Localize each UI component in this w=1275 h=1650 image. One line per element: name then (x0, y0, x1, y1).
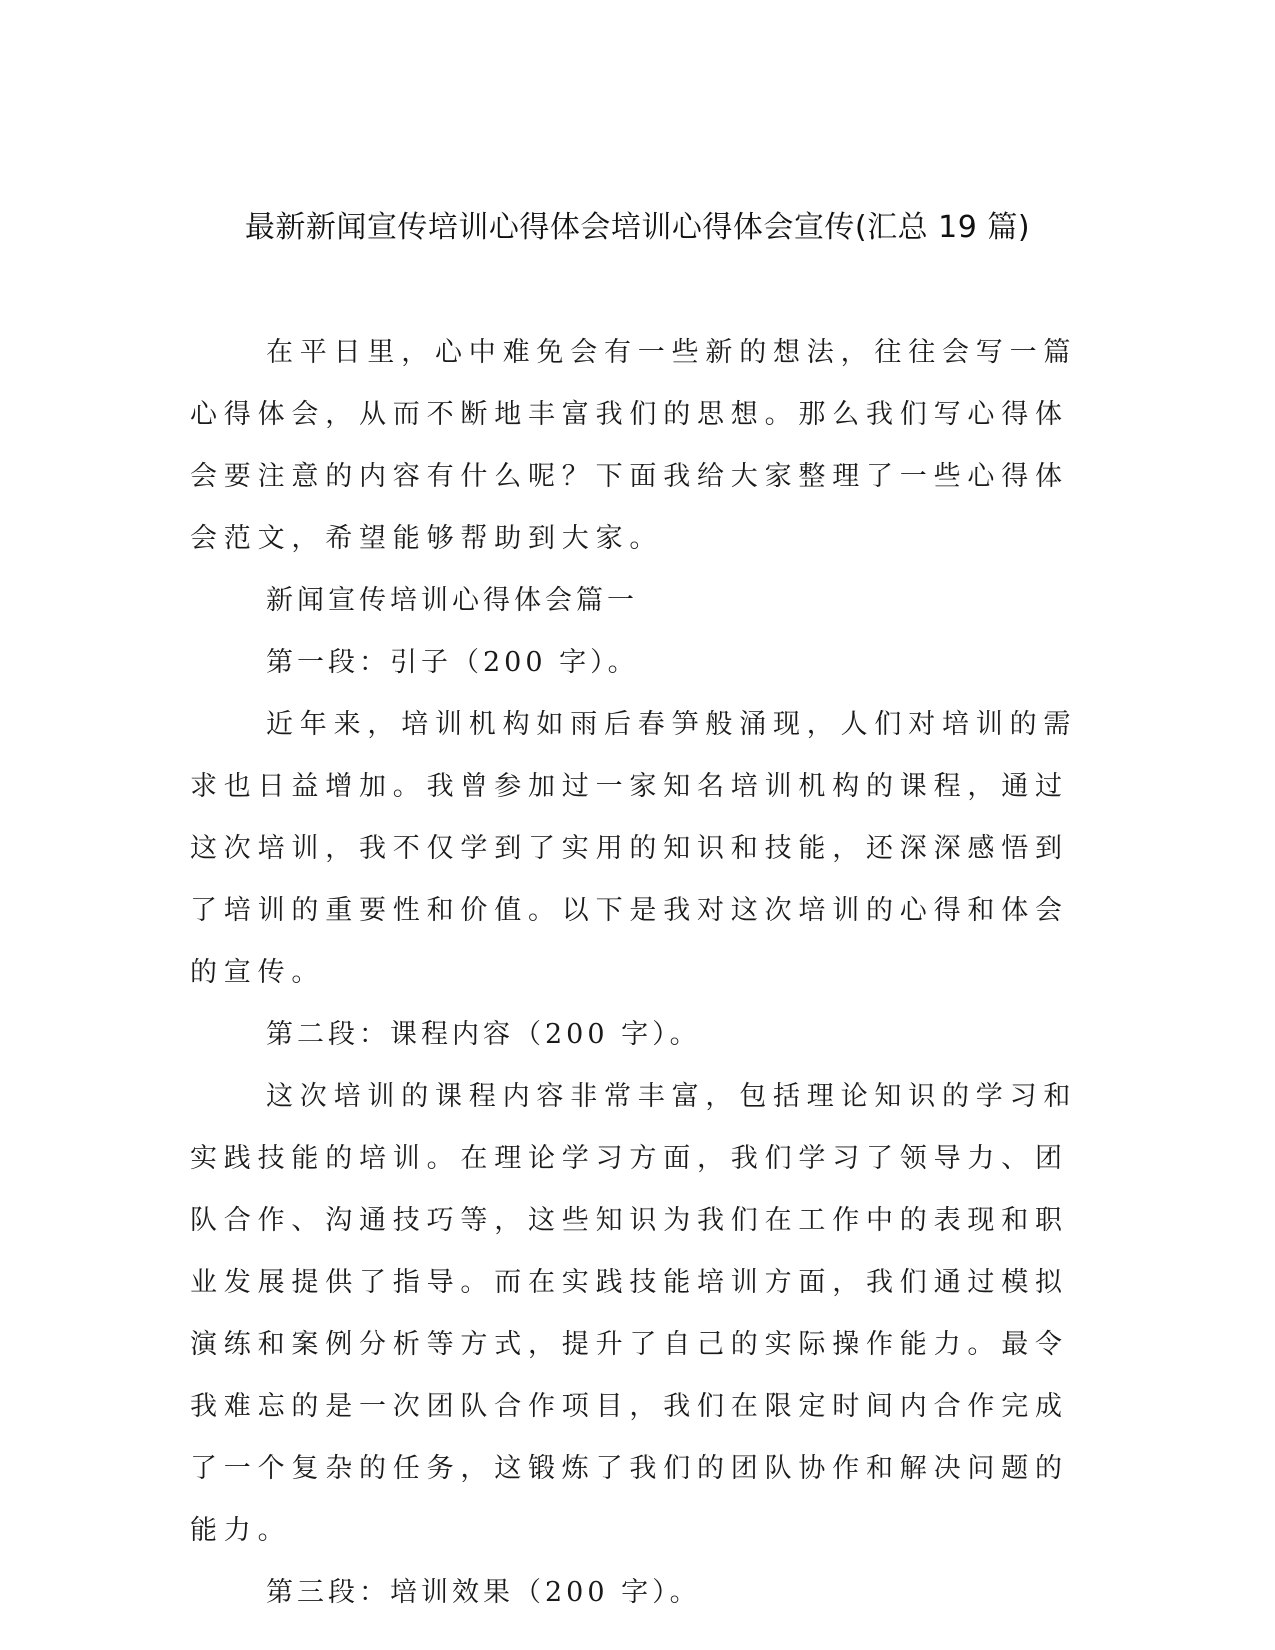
section-heading-3: 第三段：培训效果（200 字）。 (266, 1577, 701, 1608)
document-body (190, 322, 1090, 1624)
article-heading-1: 新闻宣传培训心得体会篇一 (266, 585, 638, 616)
section-paragraph-2: 这次培训的课程内容非常丰富，包括理论知识的学习和实践技能的培训。在理论学习方面，我们学习了领导力、团队合作、沟通技巧等，这些知识为我们在工作中的表现和职业发展提供了指导。而在实践技能培训方面，我们通过模拟演练和案例分析等方式，提升了自己的实际操作能力。最令我难忘的是一次团队合作项目，我们在限定时间内合作完成了一个复杂的任务，这锻炼了我们的团队协作和解决问题的能力。 (190, 1081, 1078, 1546)
section-paragraph-1: 近年来，培训机构如雨后春笋般涌现，人们对培训的需求也日益增加。我曾参加过一家知名培训机构的课程，通过这次培训，我不仅学到了实用的知识和技能，还深深感悟到了培训的重要性和价值。以下是我对这次培训的心得和体会的宣传。 (190, 709, 1078, 988)
section-heading-1: 第一段：引子（200 字）。 (266, 647, 639, 678)
section-heading-2: 第二段：课程内容（200 字）。 (266, 1019, 701, 1050)
intro-paragraph: 在平日里，心中难免会有一些新的想法，往往会写一篇心得体会，从而不断地丰富我们的思想。那么我们写心得体会要注意的内容有什么呢？下面我给大家整理了一些心得体会范文，希望能够帮助到大家。 (190, 337, 1078, 554)
document-title: 最新新闻宣传培训心得体会培训心得体会宣传(汇总 19 篇) (244, 210, 1031, 245)
